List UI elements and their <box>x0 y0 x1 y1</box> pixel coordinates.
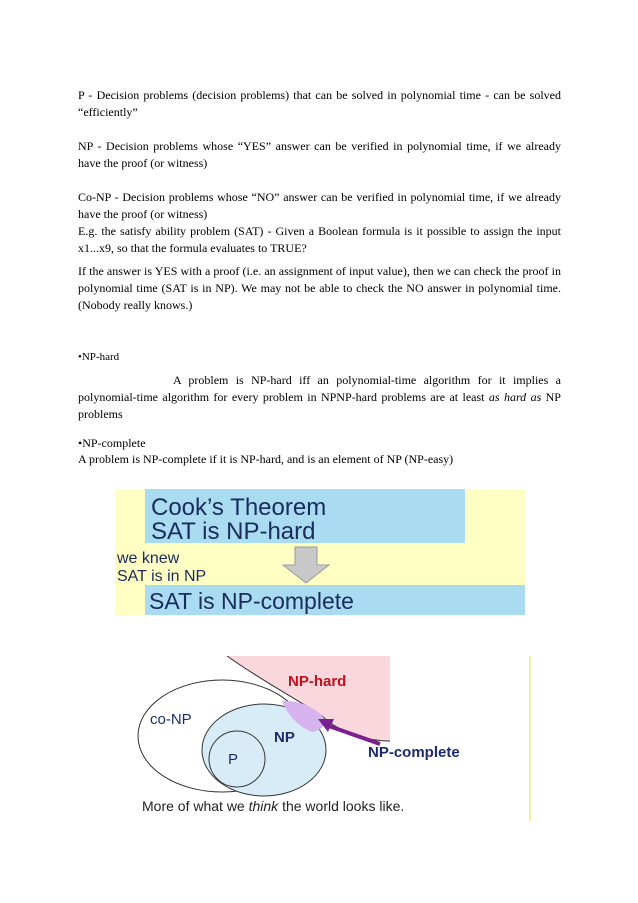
cook-theorem-figure <box>115 489 525 615</box>
p-definition: P - Decision problems (decision problems) that can be solved in polynomial time - can be solved “efficiently” <box>78 88 561 119</box>
cook-subtitle: SAT is NP-hard <box>151 518 316 545</box>
cook-result: SAT is NP-complete <box>149 588 354 614</box>
caption-start: More of what we <box>142 798 249 814</box>
np-definition: NP - Decision problems whose “YES” answer can be verified in polynomial time, if we already have the proof (or witness) <box>78 139 561 170</box>
np-hard-text-end: NP problems <box>78 390 561 421</box>
yes-answer-paragraph: If the answer is YES with a proof (i.e. an assignment of input value), then we can check the proof in polynomial time (SAT is in NP). We may not be able to check the NO answer in polynomial time. (Nobody really knows.) <box>78 264 561 312</box>
np-complete-heading: •NP-complete <box>78 436 146 450</box>
venn-caption <box>142 798 404 814</box>
conp-text: Co-NP - Decision problems whose “NO” answer can be verified in polynomial time, if we already have the proof (or witness) <box>78 190 561 221</box>
caption-end: the world looks like. <box>278 798 405 814</box>
p-label: P <box>228 751 239 768</box>
np-complete-definition: A problem is NP-complete if it is NP-hard, and is an element of NP (NP-easy) <box>78 452 454 466</box>
conp-label: co-NP <box>150 711 192 728</box>
np-hard-heading: •NP-hard <box>78 351 120 363</box>
sat-example: E.g. the satisfy ability problem (SAT) - Given a Boolean formula is it possible to assign the input x1...x9, so that the formula evaluates to TRUE? <box>78 224 561 255</box>
np-complete-label: NP-complete <box>368 744 460 761</box>
np-hard-italic: as hard as <box>488 390 542 404</box>
we-knew-text: we knew <box>117 550 180 567</box>
caption-italic: think <box>248 798 279 814</box>
sat-in-np-text: SAT is in NP <box>117 568 207 585</box>
conp-definition <box>78 189 561 257</box>
np-hard-label: NP-hard <box>288 673 347 690</box>
np-hard-definition <box>78 372 561 423</box>
complexity-venn-figure <box>132 656 532 821</box>
np-hard-text: A problem is NP-hard iff an polynomial-time algorithm for it implies a polynomial-time algorithm for every problem in NPNP-hard problems are at least <box>78 373 561 404</box>
np-label: NP <box>274 729 295 746</box>
cook-title: Cook’s Theorem <box>151 494 327 521</box>
